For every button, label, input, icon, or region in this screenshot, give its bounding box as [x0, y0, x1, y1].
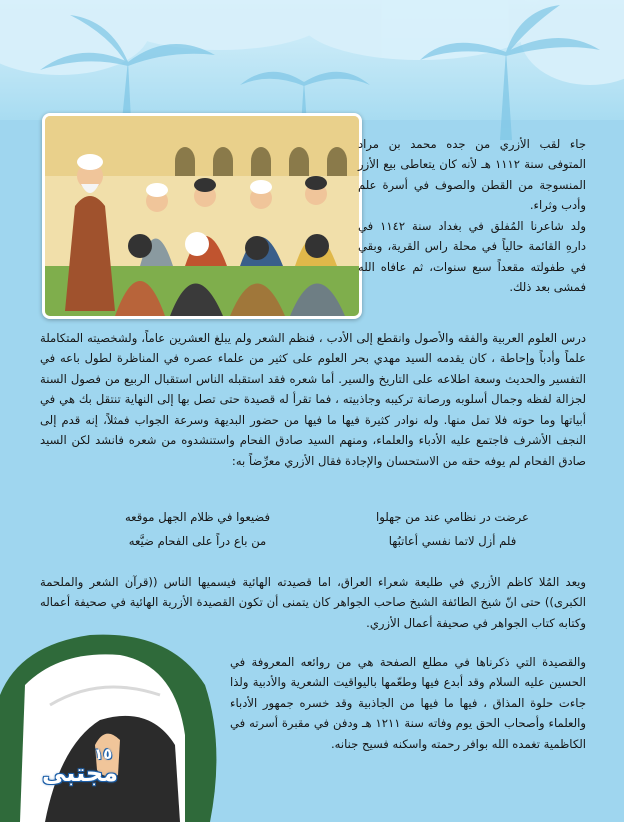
scholars-illustration [42, 113, 362, 319]
poem-hemistich: عرضت در نظامي عند من جهلوا [376, 510, 529, 524]
paragraph-education: درس العلوم العربية والفقه والأصول وانقطع إلى الأدب ، فنظم الشعر ولم يبلغ العشرين عاماً، ولشخصيته المتكاملة علماً وأدباً وإحاطة ، كان يقدمه السيد مهدي بحر العلوم على كثير من علماء عصره في المناظرة لطول باعه في التفسير والحديث وسعة اطلاعه على التاريخ والسير. أما شعره فقد استقبله الناس استقبال الربيع من فصول السنة لجزالة لفظه وجمال أسلوبه ورصانة تركيبه وجاذبيته ، فما تقرأ له قصيدة حتى تصل بها إلى النهاية تنتقل بك هي في أبياتها وما حوته فلا تمل منها. وله نوادر كثيرة فيها ما فيها من حضور البديهة وسرعة الجواب فمثلاً، إنه قدم إلى النجف الأشرف فاجتمع عليه الأدباء والعلماء، ومنهم السيد صادق الفحام واستنشدوه من شعره فانشد لكن السيد صادق الفحام لم يوفه حقه من الاستحسان والإجادة فقال الأزري معرِّضاً به: [40, 330, 586, 468]
poem-verses [90, 505, 560, 555]
page-number: ١٥ [94, 745, 113, 763]
paragraph-intro [358, 134, 586, 298]
paragraph-legacy: والقصيدة التي ذكرناها في مطلع الصفحة هي من روائعه المعروفة في الحسين عليه السلام وقد أبدع فيها وطعّمها باليواقيت الشعرية والأدبية ولذا جاءت حلوة المذاق ، فيها ما فيها من الجاذبية وقد خسره جمهور الأدباء والعلماء وأصحاب الحق يوم وفاته سنة ١٢١١ هـ ودفن في مقبرة أسرته في الكاظمية تغمده الله بوافر رحمته واسكنه فسيح جنانه. [230, 654, 586, 751]
paragraph-origin: جاء لقب الأزري من جده محمد بن مراد المتوفى سنة ١١١٢ هـ لأنه كان يتعاطى بيع الأزر المنسوجة من القطن والصوف في أسرة علم وأدب وثراء. [358, 136, 586, 213]
scholar-figure-illustration [0, 625, 230, 822]
poem-hemistich: فضيعوا في ظلام الجهل موقعه [124, 510, 271, 524]
magazine-logo [36, 745, 156, 791]
magazine-name: مجتبى [42, 759, 119, 787]
poem-hemistich: من باع دراً على الفحام ضيَّعه [128, 534, 267, 548]
poem-verse [90, 529, 560, 553]
poem-hemistich: فلم أزل لاتما نفسي أعاتبُها [388, 534, 517, 548]
paragraph-birth: ولد شاعرنا المُفلق في بغداد سنة ١١٤٢ في دارهِ القائمة حالياً في محلة راس القرية، وبقي في طفولته مقعداً سبع سنوات، ثم عافاه الله فمشى بعد ذلك. [358, 218, 586, 295]
paragraph-status: ويعد المُلا كاظم الأزري في طليعة شعراء العراق، اما قصيدته الهائية فيسميها الناس ((قرآن الشعر والملحمة الكبرى)) حتى انّ شيخ الطائفة الشيخ صاحب الجواهر كان يتمنى أن تكون القصيدة الأزرية الهائية في صحيفة أعماله وكتابه كتاب الجواهر في صحيفة أعمال الأزري. [40, 574, 586, 630]
poem-verse [90, 505, 560, 529]
